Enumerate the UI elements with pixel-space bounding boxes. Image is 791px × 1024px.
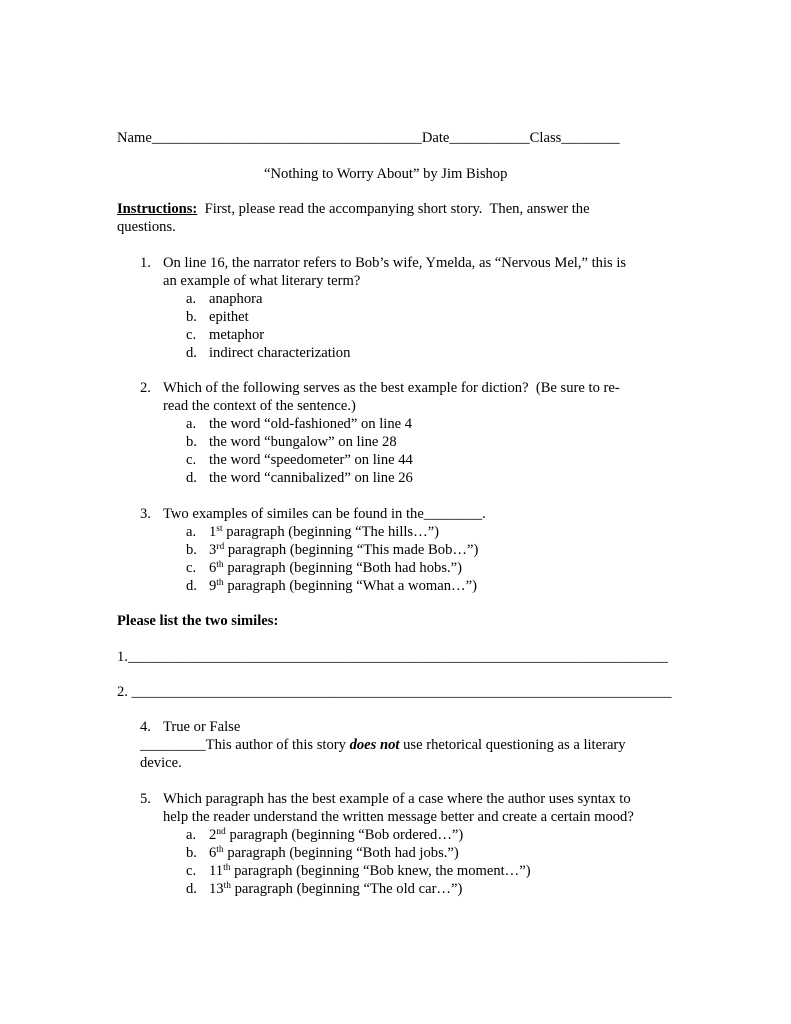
instructions-text: First, please read the accompanying short story. Then, answer the bbox=[197, 201, 590, 217]
option-description: paragraph (beginning “Bob ordered…”) bbox=[225, 827, 464, 843]
option-description: paragraph (beginning “The old car…”) bbox=[230, 881, 463, 897]
option-description: paragraph (beginning “Both had jobs.”) bbox=[223, 845, 459, 861]
option-letter: d. bbox=[186, 578, 197, 594]
ordinal-suffix: th bbox=[216, 845, 224, 855]
option-letter: b. bbox=[186, 309, 197, 325]
name-label: Name bbox=[117, 130, 152, 146]
option-text: epithet bbox=[209, 309, 249, 325]
name-field[interactable]: _____________________________________ bbox=[151, 130, 422, 146]
question-number: 5. bbox=[140, 791, 151, 807]
date-field[interactable]: ___________ bbox=[449, 130, 530, 146]
ordinal-suffix: th bbox=[223, 881, 231, 891]
question-text: Two examples of similes can be found in the________. bbox=[163, 506, 486, 522]
option-text bbox=[209, 559, 462, 577]
ordinal-number: 6 bbox=[209, 560, 217, 576]
ordinal-suffix: st bbox=[216, 524, 223, 534]
question-text: Which of the following serves as the best example for diction? (Be sure to re- bbox=[163, 380, 620, 396]
question-text: an example of what literary term? bbox=[163, 273, 361, 289]
ordinal-suffix: th bbox=[216, 578, 224, 588]
statement-text: This author of this story bbox=[205, 737, 350, 753]
ordinal-suffix: rd bbox=[216, 542, 225, 552]
option-text: metaphor bbox=[209, 327, 265, 343]
option-text bbox=[209, 541, 478, 559]
option-letter: d. bbox=[186, 881, 197, 897]
option-text bbox=[209, 826, 463, 844]
ordinal-number: 1 bbox=[209, 524, 217, 540]
worksheet-title: “Nothing to Worry About” by Jim Bishop bbox=[264, 166, 508, 182]
option-letter: c. bbox=[186, 863, 197, 879]
option-text: anaphora bbox=[209, 291, 263, 307]
option-letter: b. bbox=[186, 542, 197, 558]
question-text: read the context of the sentence.) bbox=[163, 398, 356, 414]
option-text: the word “old-fashioned” on line 4 bbox=[209, 416, 413, 432]
question-number: 2. bbox=[140, 380, 151, 396]
similes-heading: Please list the two similes: bbox=[117, 613, 279, 629]
question-number: 1. bbox=[140, 255, 151, 271]
question-text: help the reader understand the written message better and create a certain mood? bbox=[163, 809, 634, 825]
option-letter: a. bbox=[186, 291, 197, 307]
option-description: paragraph (beginning “What a woman…”) bbox=[223, 578, 477, 594]
ordinal-number: 3 bbox=[209, 542, 217, 558]
question-number: 3. bbox=[140, 506, 151, 522]
instructions-line-1 bbox=[117, 200, 590, 218]
question-text: On line 16, the narrator refers to Bob’s wife, Ymelda, as “Nervous Mel,” this is bbox=[163, 255, 627, 271]
option-text: the word “speedometer” on line 44 bbox=[209, 452, 413, 468]
option-letter: b. bbox=[186, 845, 197, 861]
option-letter: a. bbox=[186, 827, 197, 843]
instructions-line-2: questions. bbox=[117, 219, 176, 235]
header-line bbox=[117, 129, 620, 147]
option-text: the word “bungalow” on line 28 bbox=[209, 434, 397, 450]
option-text bbox=[209, 577, 477, 595]
emphasis-text: does not bbox=[349, 737, 400, 753]
simile-answer-line-2[interactable]: 2. __________________________________________________________________________ bbox=[117, 684, 672, 700]
question-text: True or False bbox=[163, 719, 241, 735]
question-number: 4. bbox=[140, 719, 151, 735]
option-letter: c. bbox=[186, 560, 197, 576]
instructions-label: Instructions: bbox=[117, 201, 198, 217]
option-text bbox=[209, 844, 459, 862]
ordinal-number: 11 bbox=[209, 863, 224, 879]
simile-answer-line-1[interactable]: 1.__________________________________________________________________________ bbox=[117, 649, 668, 665]
ordinal-suffix: th bbox=[223, 863, 231, 873]
option-description: paragraph (beginning “Bob knew, the moment…”) bbox=[230, 863, 531, 879]
option-description: paragraph (beginning “Both had hobs.”) bbox=[223, 560, 462, 576]
option-text bbox=[209, 523, 439, 541]
question-text: Which paragraph has the best example of a case where the author uses syntax to bbox=[163, 791, 631, 807]
ordinal-number: 2 bbox=[209, 827, 217, 843]
ordinal-suffix: th bbox=[216, 560, 224, 570]
question-text: device. bbox=[140, 755, 182, 771]
option-letter: a. bbox=[186, 524, 197, 540]
statement-text: use rhetorical questioning as a literary bbox=[399, 737, 626, 753]
option-text bbox=[209, 880, 462, 898]
question-text bbox=[140, 736, 626, 754]
option-description: paragraph (beginning “This made Bob…”) bbox=[224, 542, 479, 558]
option-letter: d. bbox=[186, 345, 197, 361]
ordinal-number: 6 bbox=[209, 845, 217, 861]
option-letter: d. bbox=[186, 470, 197, 486]
date-label: Date bbox=[421, 130, 450, 146]
class-field[interactable]: ________ bbox=[561, 130, 620, 146]
option-letter: a. bbox=[186, 416, 197, 432]
option-letter: c. bbox=[186, 452, 197, 468]
option-text: indirect characterization bbox=[209, 345, 351, 361]
option-letter: b. bbox=[186, 434, 197, 450]
ordinal-number: 9 bbox=[209, 578, 217, 594]
option-text bbox=[209, 862, 531, 880]
option-description: paragraph (beginning “The hills…”) bbox=[222, 524, 440, 540]
ordinal-suffix: nd bbox=[216, 827, 226, 837]
class-label: Class bbox=[529, 130, 562, 146]
answer-blank[interactable]: _________ bbox=[140, 737, 206, 753]
option-letter: c. bbox=[186, 327, 197, 343]
ordinal-number: 13 bbox=[209, 881, 224, 897]
option-text: the word “cannibalized” on line 26 bbox=[209, 470, 413, 486]
